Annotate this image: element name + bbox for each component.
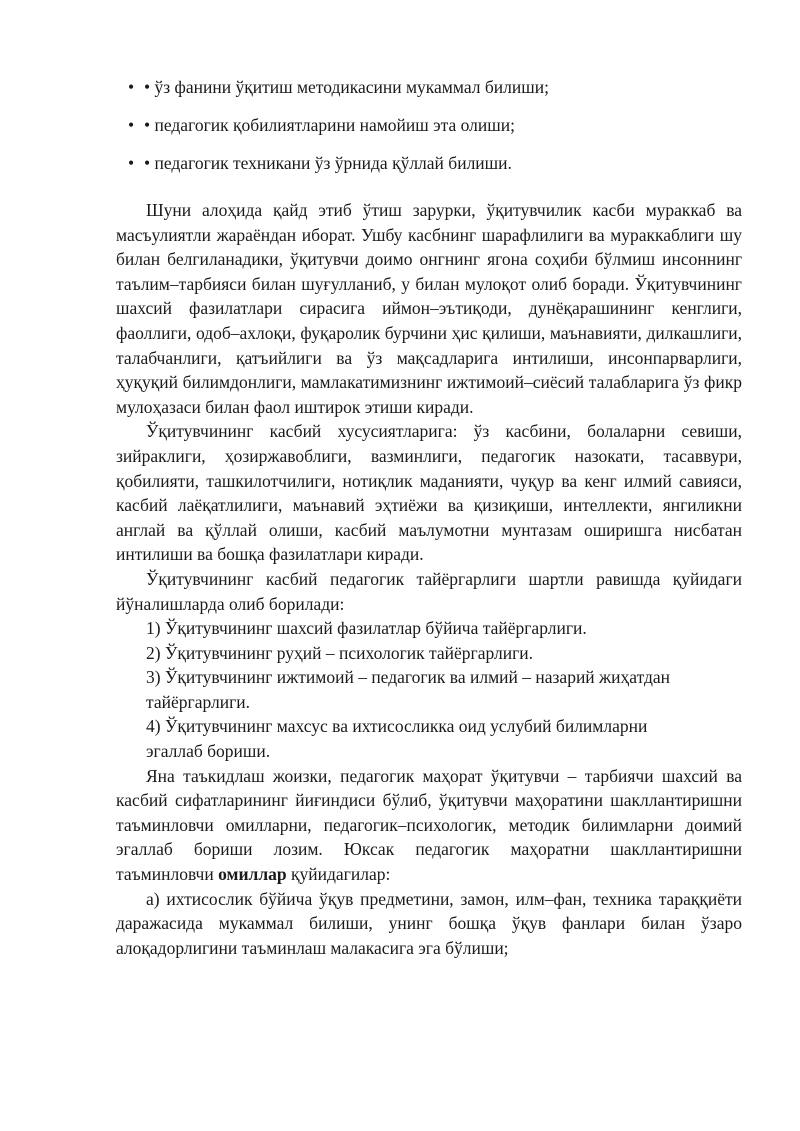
paragraph-factor-a: а) ихтисослик бўйича ўқув предметини, замон, илм–фан, техника тараққиёти даражасида мукаммал билиши, унинг бошқа ўқув фанлари билан ўзаро алоқадорлигини таъминлаш малакасига эга бўлиши; xyxy=(116,888,742,958)
numbered-item-4: 4) Ўқитувчининг махсус ва ихтисосликка оид услубий билимларни xyxy=(146,716,648,737)
numbered-item-3: 3) Ўқитувчининг ижтимоий – педагогик ва илмий – назарий жиҳатдан xyxy=(146,667,671,688)
paragraph-pedagogical-skill xyxy=(116,764,742,887)
numbered-item-1: 1) Ўқитувчининг шахсий фазилатлар бўйича тайёргарлиги. xyxy=(146,618,587,639)
paragraph-preparation-intro: Ўқитувчининг касбий педагогик тайёргарлиги шартли равишда қуйидаги йўналишларда олиб борилади: xyxy=(116,568,742,614)
bullet-item: • • педагогик қобилиятларини намойиш эта олиши; xyxy=(116,106,742,144)
paragraph-teacher-profession: Шуни алоҳида қайд этиб ўтиш зарурки, ўқитувчилик касби мураккаб ва масъулиятли жараёндан иборат. Ушбу касбнинг шарафлилиги ва мураккаблиги шу билан белгиланадики, ўқитувчи доимо онгнинг ягона соҳиби бўлмиш инсоннинг таълим–тарбияси билан шуғулланиб, у билан мулоқот олиб боради. Ўқитувчининг шахсий фазилатлари сирасига иймон–эътиқоди, дунёқарашининг кенглиги, фаоллиги, одоб–ахлоқи, фуқаролик бурчини ҳис қилиши, маънавияти, дилкашлиги, талабчанлиги, қатъийлиги ва ўз мақсадларига интилиши, инсонпарварлиги, ҳуқуқий билимдонлиги, мамлакатимизнинг ижтимоий–сиёсий талабларига ўз фикр мулоҳазаси билан фаол иштирок этиши киради. xyxy=(116,200,742,417)
numbered-item-4-continuation: эгаллаб бориши. xyxy=(146,741,271,762)
numbered-item-2: 2) Ўқитувчининг руҳий – психологик тайёргарлиги. xyxy=(146,642,534,663)
bullet-item: • • ўз фанини ўқитиш методикасини мукаммал билиши; xyxy=(116,68,742,106)
bold-term-factors: омиллар xyxy=(218,864,287,885)
bullet-list xyxy=(116,68,742,182)
paragraph-text: Яна таъкидлаш жоизки, педагогик маҳорат ўқитувчи – тарбиячи шахсий ва касбий сифатларининг йиғиндиси бўлиб, ўқитувчи маҳоратини шакллантиришни таъминловчи омилларни, педагогик–психологик, методик билимларни доимий эгаллаб бориши лозим. Юксак педагогик маҳоратни шакллантиришни таъминловчи xyxy=(116,765,742,885)
numbered-item-3-continuation: тайёргарлиги. xyxy=(146,691,250,712)
document-page xyxy=(116,68,742,960)
paragraph-professional-traits: Ўқитувчининг касбий хусусиятларига: ўз касбини, болаларни севиши, зийраклиги, ҳозиржавоблиги, вазминлиги, педагогик назокати, тасаввури, қобилияти, ташкилотчилиги, нотиқлик маданияти, чуқур ва кенг илмий савияси, касбий лаёқатлилиги, маънавий эҳтиёжи ва қизиқиши, интеллекти, янгиликни англай ва қўллай олиши, касбий маълумотни мунтазам оширишга нисбатан интилиши ва бошқа фазилатлари киради. xyxy=(116,421,742,565)
paragraph-text: қуйидагилар: xyxy=(291,864,391,885)
bullet-item: • • педагогик техникани ўз ўрнида қўллай билиши. xyxy=(116,144,742,182)
